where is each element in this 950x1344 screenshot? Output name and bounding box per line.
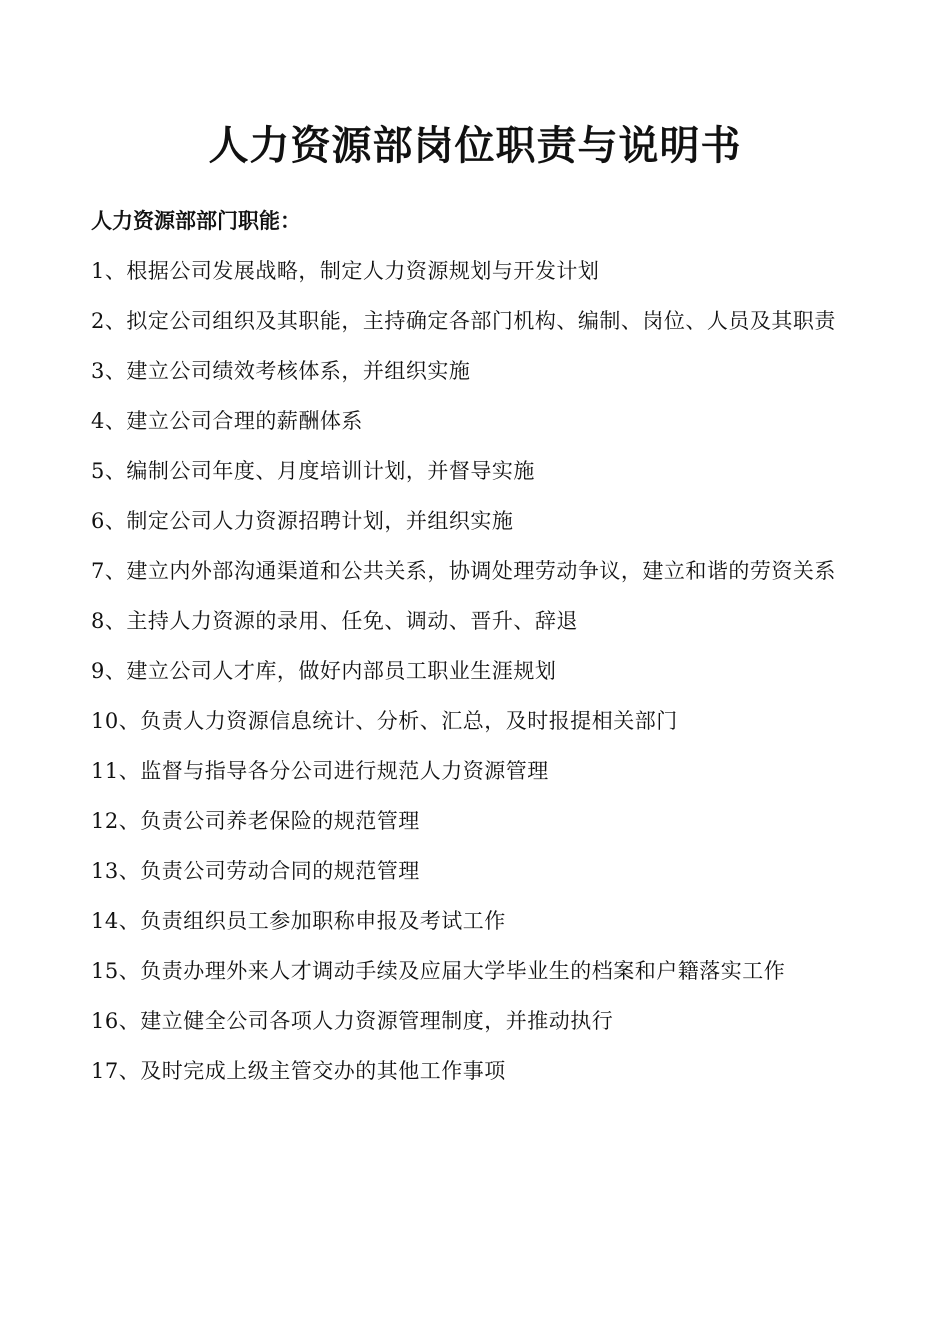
list-item: 9、建立公司人才库，做好内部员工职业生涯规划 (91, 659, 557, 683)
document-body (91, 196, 867, 1096)
list-item: 12、负责公司养老保险的规范管理 (91, 809, 420, 833)
list-item: 17、及时完成上级主管交办的其他工作事项 (91, 1059, 506, 1083)
list-item: 2、拟定公司组织及其职能，主持确定各部门机构、编制、岗位、人员及其职责 (91, 309, 836, 333)
list-item: 7、建立内外部沟通渠道和公共关系，协调处理劳动争议，建立和谐的劳资关系 (91, 559, 836, 583)
list-item: 13、负责公司劳动合同的规范管理 (91, 859, 420, 883)
list-item: 11、监督与指导各分公司进行规范人力资源管理 (91, 759, 549, 783)
duty-list (91, 246, 867, 1096)
list-item: 3、建立公司绩效考核体系，并组织实施 (91, 359, 471, 383)
list-item: 10、负责人力资源信息统计、分析、汇总，及时报提相关部门 (91, 709, 678, 733)
list-item: 8、主持人力资源的录用、任免、调动、晋升、辞退 (91, 609, 578, 633)
list-item: 1、根据公司发展战略，制定人力资源规划与开发计划 (91, 259, 600, 283)
list-item: 6、制定公司人力资源招聘计划，并组织实施 (91, 509, 514, 533)
section-heading: 人力资源部部门职能： (91, 208, 301, 233)
list-item: 14、负责组织员工参加职称申报及考试工作 (91, 909, 506, 933)
list-item: 4、建立公司合理的薪酬体系 (91, 409, 363, 433)
list-item: 15、负责办理外来人才调动手续及应届大学毕业生的档案和户籍落实工作 (91, 959, 786, 983)
list-item: 16、建立健全公司各项人力资源管理制度，并推动执行 (91, 1009, 614, 1033)
page-title: 人力资源部岗位职责与说明书 (208, 122, 742, 169)
list-item: 5、编制公司年度、月度培训计划，并督导实施 (91, 459, 535, 483)
